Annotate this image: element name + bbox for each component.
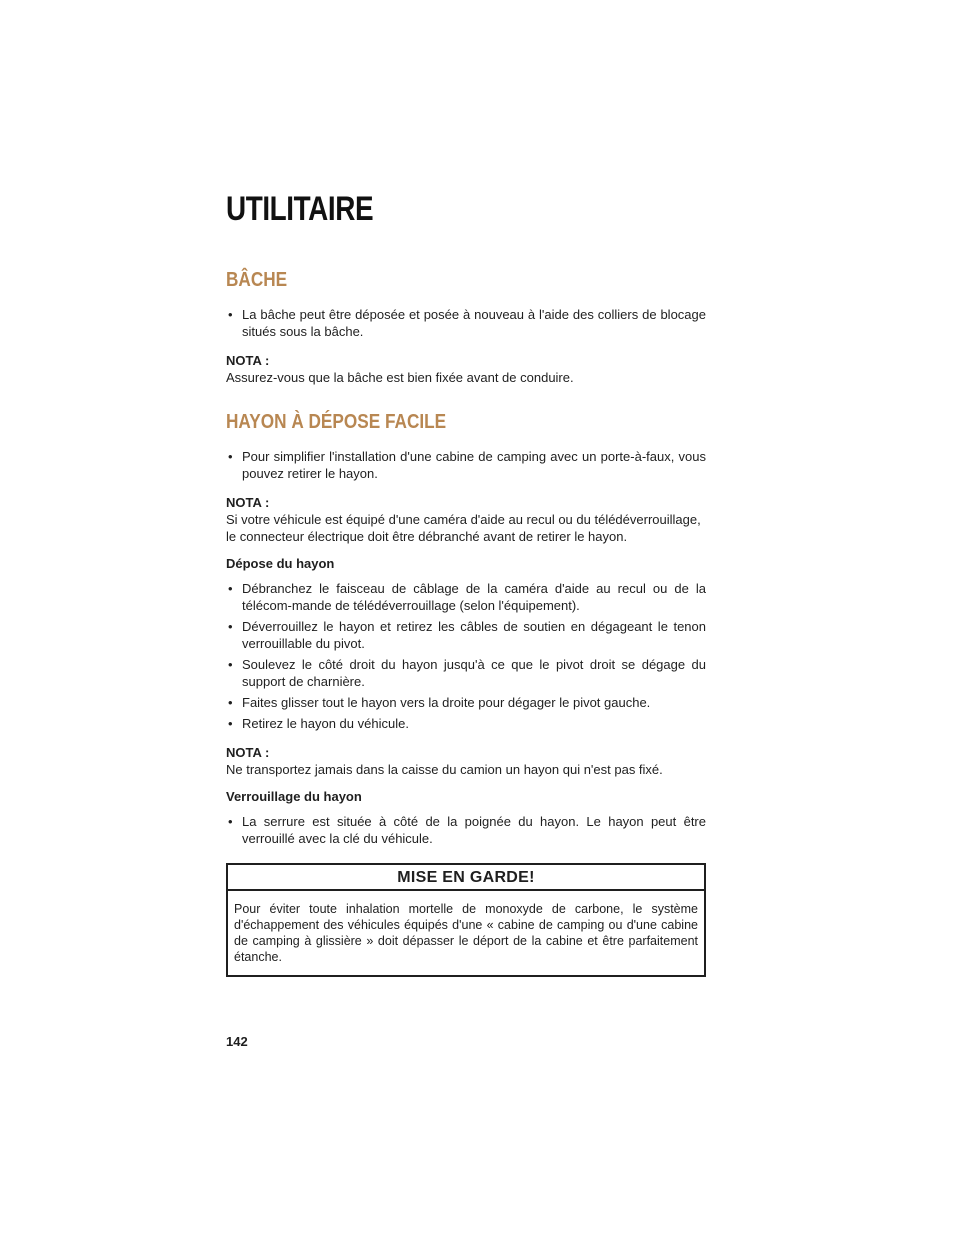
list-item: • Déverrouillez le hayon et retirez les câbles de soutien en dégageant le tenon verrouillable du pivot. bbox=[228, 619, 706, 651]
list-item: • La serrure est située à côté de la poignée du hayon. Le hayon peut être verrouillé avec la clé du véhicule. bbox=[228, 814, 706, 846]
bullet-icon: • bbox=[228, 307, 233, 322]
section-heading-hayon: HAYON À DÉPOSE FACILE bbox=[226, 411, 447, 433]
list-item: • La bâche peut être déposée et posée à nouveau à l'aide des colliers de blocage situés sous la bâche. bbox=[228, 307, 706, 339]
list-item: • Pour simplifier l'installation d'une cabine de camping avec un porte-à-faux, vous pouvez retirer le hayon. bbox=[228, 449, 706, 481]
bullet-icon: • bbox=[228, 449, 233, 464]
subheading-verrouillage: Verrouillage du hayon bbox=[226, 789, 362, 804]
page-content bbox=[226, 264, 706, 977]
bache-bullet-list bbox=[226, 306, 706, 340]
list-item: • Retirez le hayon du véhicule. bbox=[228, 716, 409, 731]
bullet-icon: • bbox=[228, 581, 233, 596]
warning-title: MISE EN GARDE! bbox=[228, 865, 704, 891]
note-text: Assurez-vous que la bâche est bien fixée avant de conduire. bbox=[226, 370, 574, 385]
note-label: NOTA : bbox=[226, 353, 270, 368]
list-item: • Soulevez le côté droit du hayon jusqu'à ce que le pivot droit se dégage du support de charnière. bbox=[228, 657, 706, 689]
section-heading-bache: BÂCHE bbox=[226, 269, 288, 291]
bullet-icon: • bbox=[228, 657, 233, 672]
bullet-icon: • bbox=[228, 716, 233, 731]
locking-bullet-list bbox=[226, 813, 706, 847]
note-label: NOTA : bbox=[226, 495, 270, 510]
note-text: Ne transportez jamais dans la caisse du camion un hayon qui n'est pas fixé. bbox=[226, 762, 663, 777]
warning-text: Pour éviter toute inhalation mortelle de monoxyde de carbone, le système d'échappement des véhicules équipés d'une « cabine de camping ou d'une cabine de camping à glissière » doit dépasser le déport de la cabine et être parfaitement étanche. bbox=[234, 902, 698, 964]
list-item: • Faites glisser tout le hayon vers la droite pour dégager le pivot gauche. bbox=[228, 695, 651, 710]
bullet-icon: • bbox=[228, 814, 233, 829]
bullet-icon: • bbox=[228, 619, 233, 634]
warning-box bbox=[226, 863, 706, 977]
page-title: UTILITAIRE bbox=[226, 190, 374, 228]
list-item: • Débranchez le faisceau de câblage de la caméra d'aide au recul ou de la télécom-mande de télédéverrouillage (selon l'équipement). bbox=[228, 581, 706, 613]
subheading-depose: Dépose du hayon bbox=[226, 556, 335, 571]
bullet-icon: • bbox=[228, 695, 233, 710]
hayon-bullet-list bbox=[226, 448, 706, 482]
note-text: Si votre véhicule est équipé d'une caméra d'aide au recul ou du télédéverrouillage, le connecteur électrique doit être débranché avant de retirer le hayon. bbox=[226, 512, 701, 544]
note-label: NOTA : bbox=[226, 745, 270, 760]
removal-bullet-list bbox=[226, 580, 706, 732]
page-number: 142 bbox=[226, 1034, 248, 1049]
